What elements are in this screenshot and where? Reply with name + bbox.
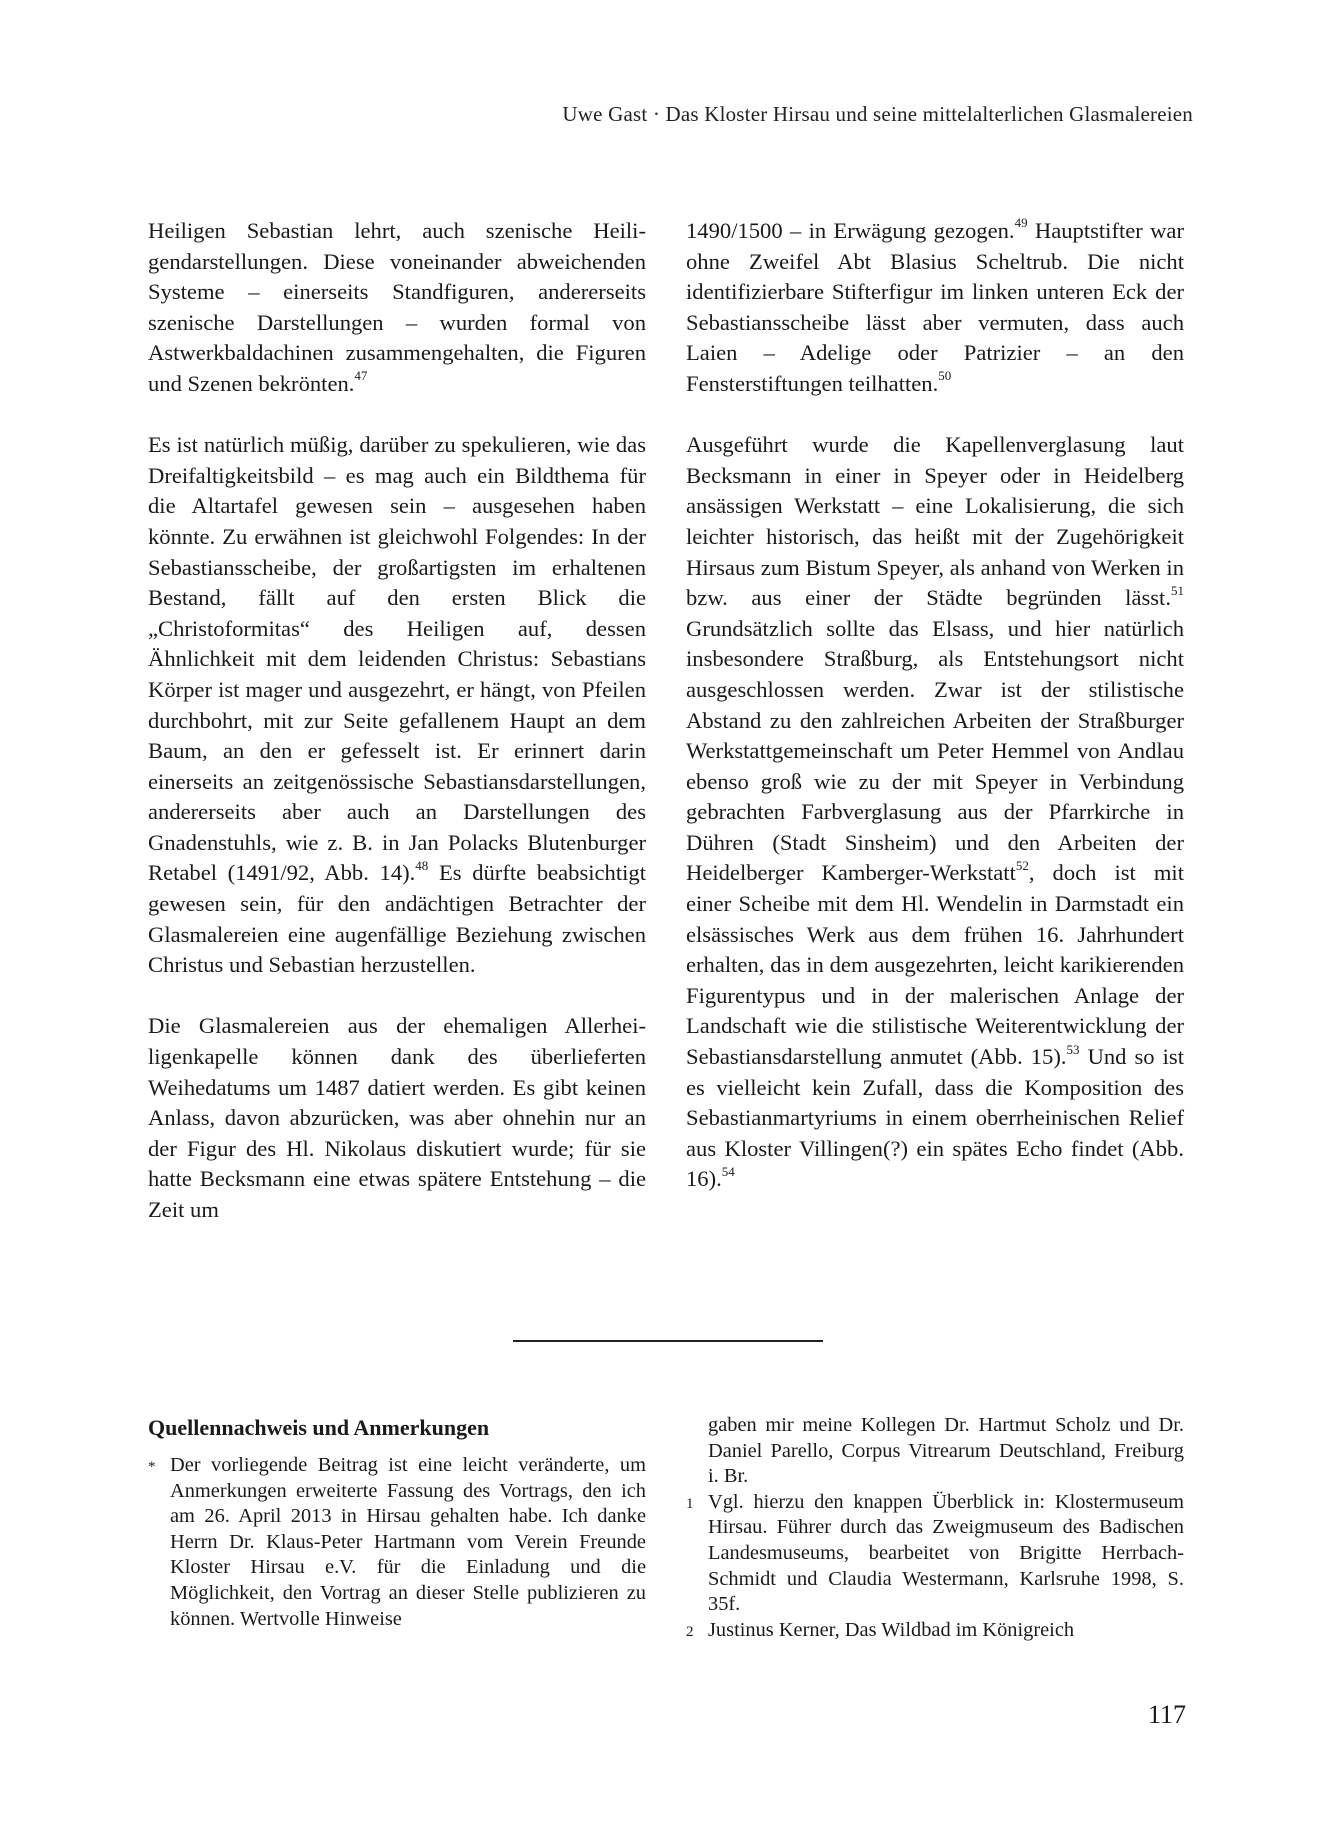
footnote-marker: 1 xyxy=(686,1495,694,1512)
paragraph: Die Glasmalereien aus der ehemaligen Allerheiligenkapelle können dank des überlieferten Weihedatums um 1487 datiert werden. Es gibt keinen Anlass, davon abzurücken, was aber ohnehin nur an der Figur des Hl. Nikolaus diskutiert wurde; für sie hatte Becksmann eine etwas spätere Entstehung – die Zeit um xyxy=(148,1013,646,1222)
footnote-text: Vgl. hierzu den knappen Überblick in: Klostermuseum Hirsau. Führer durch das Zweigmuseum des Badischen Landesmuseums, bearbeitet von Brigitte Herrbach-Schmidt und Claudia Westermann, Karlsruhe 1998, S. 35f. xyxy=(708,1490,1184,1616)
paragraph: Es ist natürlich müßig, darüber zu spekulieren, wie das Dreifaltigkeitsbild – es mag auch ein Bildthema für die Altartafel gewesen sein – ausgesehen haben könnte. Zu erwähnen ist gleichwohl Folgendes: In der Sebastiansscheibe, der großartigsten im erhaltenen Bestand, fällt auf den ersten Blick die „Christoformitas“ des Heiligen auf, dessen Ähnlichkeit mit dem leidenden Christus: Sebastians Körper ist mager und ausgezehrt, er hängt, von Pfeilen durchbohrt, mit zur Seite gefallenem Haupt an dem Baum, an den er gefesselt ist. Er erinnert darin einerseits an zeitgenössische Sebastiansdarstellungen, andererseits aber auch an Darstellungen des Gnadenstuhls, wie z. B. in Jan Polacks Blutenburger Retabel (1491/92, Abb. 14).$^{48}$ Es dürfte beabsichtigt gewesen sein, für den andächtigen Betrachter der Glasmalereien eine augenfällige Beziehung zwischen Christus und Sebastian herzustellen. xyxy=(148,432,646,978)
notes-heading: Quellennachweis und Anmerkungen xyxy=(148,1415,490,1440)
footnote-ref[interactable]: 47 xyxy=(354,368,368,384)
footnote-text: Der vorliegende Beitrag ist eine leicht veränderte, um Anmerkungen erweiterte Fassung des Vortrags, den ich am 26. April 2013 in Hirsau gehalten habe. Ich danke Herrn Dr. Klaus-Peter Hartmann vom Verein Freunde Kloster Hirsau e.V. für die Einladung und die Möglichkeit, den Vortrag an dieser Stelle publizieren zu können. Wertvolle Hinweise xyxy=(170,1454,646,1630)
footnote-continuation: gaben mir meine Kollegen Dr. Hartmut Scholz und Dr. Daniel Parello, Corpus Vitrearum Deutschland, Freiburg i. Br. xyxy=(708,1414,1184,1488)
footnote-ref[interactable]: 49 xyxy=(1014,215,1028,231)
footnote-star xyxy=(148,1453,646,1632)
footnote-ref[interactable]: 50 xyxy=(938,368,952,384)
footnote-1 xyxy=(686,1490,1184,1618)
footnote-marker: 2 xyxy=(686,1623,694,1640)
footnote-ref[interactable]: 53 xyxy=(1066,1041,1080,1057)
notes-column-left xyxy=(148,1413,646,1632)
footnote-ref[interactable]: 48 xyxy=(415,857,429,873)
body-column-left xyxy=(148,216,646,1226)
paragraph: 1490/1500 – in Erwägung gezogen.$^{49}$ Hauptstifter war ohne Zweifel Abt Blasius Scheltrub. Die nicht identifizierbare Stifterfigur im linken unteren Eck der Sebastiansscheibe lässt aber vermuten, dass auch Laien – Adelige oder Patrizier – an den Fensterstiftungen teilhatten.$^{50}$ xyxy=(686,215,1184,396)
paragraph: Heiligen Sebastian lehrt, auch szenische Heiligendarstellungen. Diese voneinander abweichenden Systeme – einerseits Standfiguren, andererseits szenische Darstellungen – wurden formal von Astwerkbaldachinen zusammengehalten, die Figuren und Szenen bekrönten.$^{47}$ xyxy=(148,218,646,396)
footnote-ref[interactable]: 52 xyxy=(1015,857,1029,873)
footnote-ref[interactable]: 51 xyxy=(1171,582,1184,598)
running-head: Uwe Gast · Das Kloster Hirsau und seine mittelalterlichen Glasmalereien xyxy=(562,102,1193,126)
page-number: 117 xyxy=(1147,1700,1186,1729)
body-column-right xyxy=(686,216,1184,1195)
footnote-ref[interactable]: 54 xyxy=(721,1163,735,1179)
paragraph: Ausgeführt wurde die Kapellenverglasung laut Becksmann in einer in Speyer oder in Heidelberg ansässigen Werkstatt – eine Lokalisierung, die sich leichter historisch, das heißt mit der Zugehörigkeit Hirsaus zum Bistum Speyer, als anhand von Werken in bzw. aus einer der Städte begründen lässt.$^{51}$ Grundsätzlich sollte das Elsass, und hier natürlich insbesondere Straßburg, als Entstehungsort nicht ausgeschlossen werden. Zwar ist der stilistische Abstand zu den zahlreichen Arbeiten der Straßburger Werkstattgemeinschaft um Peter Hemmel von Andlau ebenso groß wie zu der mit Speyer in Verbindung gebrachten Farbverglasung aus der Pfarrkirche in Dühren (Stadt Sinsheim) und den Arbeiten der Heidelberger Kamberger-Werkstatt$^{52}$, doch ist mit einer Scheibe mit dem Hl. Wendelin in Darmstadt ein elsässisches Werk aus dem frühen 16. Jahrhundert erhalten, das in dem ausgezehrten, leicht karikierenden Figurentypus und in der malerischen Anlage der Landschaft wie die stilistische Weiterentwicklung der Sebastiansdarstellung anmutet (Abb. 15).$^{53}$ Und so ist es vielleicht kein Zufall, dass die Komposition des Sebastianmartyriums in einem oberrheinischen Relief aus Kloster Villingen(?) ein spätes Echo findet (Abb. 16).$^{54}$ xyxy=(686,432,1184,1192)
notes-column-right xyxy=(686,1413,1184,1645)
footnote-2 xyxy=(686,1618,1184,1646)
footnote-text: Justinus Kerner, Das Wildbad im Königreich xyxy=(708,1618,1075,1641)
section-divider xyxy=(513,1340,823,1342)
footnote-marker: * xyxy=(148,1459,156,1475)
